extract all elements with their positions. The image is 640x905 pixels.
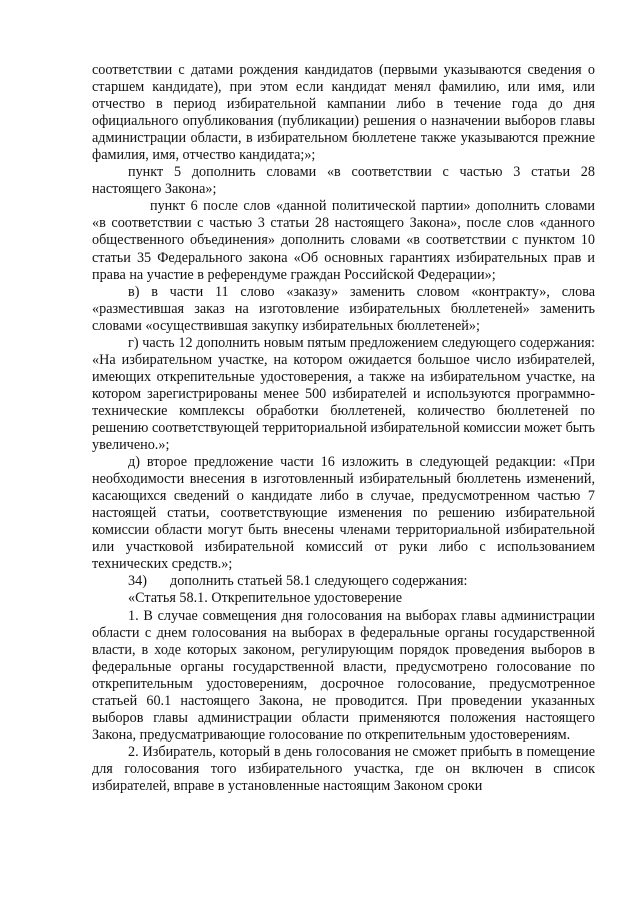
- paragraph-item-6: пункт 6 после слов «данной политической партии» дополнить словами «в соответствии с частью 3 статьи 28 настоящего Закона», после слов «данного общественного объединения» дополнить словами «в соответствии с пунктом 10 статьи 35 Федерального закона «Об основных гарантиях избирательных прав и права на участие в референдуме граждан Российской Федерации»;: [92, 198, 595, 283]
- paragraph-part-16: д) второе предложение части 16 изложить в следующей редакции: «При необходимости внесения в изготовленный избирательный бюллетень изменений, касающихся сведений о кандидате либо в случае, предусмотренном частью 7 настоящей статьи, соответствующие изменения по решению избирательной комиссии области могут быть внесены членами территориальной избирательной или участковой избирательной комиссий от руки либо с использованием технических средств.»;: [92, 454, 595, 573]
- article-paragraph-2: 2. Избиратель, который в день голосования не сможет прибыть в помещение для голосования того избирательного участка, где он включен в список избирателей, вправе в установленные настоящим Законом сроки: [92, 743, 595, 794]
- paragraph-continuation: соответствии с датами рождения кандидатов (первыми указываются сведения о старшем кандидате), при этом если кандидат менял фамилию, или имя, или отчество в период избирательной кампании либо в течение года до дня официального опубликования (публикации) решения о назначении выборов главы администрации области, в избирательном бюллетене также указываются прежние фамилия, имя, отчество кандидата;»;: [92, 62, 595, 164]
- article-paragraph-1: 1. В случае совмещения дня голосования на выборах главы администрации области с днем голосования на выборах в федеральные органы государственной власти, в ходе которых законом, регулирующим порядок проведения выборов в федеральные органы государственной власти, предусмотрено голосование по открепительным удостоверениям, досрочное голосование, предусмотренное статьей 60.1 настоящего Закона, не проводится. При проведении указанных выборов главы администрации области применяются положения настоящего Закона, предусматривающие голосование по открепительным удостоверениям.: [92, 607, 595, 743]
- article-title: «Статья 58.1. Открепительное удостоверение: [128, 590, 403, 607]
- item-number: 34): [128, 573, 147, 590]
- paragraph-part-12: г) часть 12 дополнить новым пятым предложением следующего содержания: «На избирательном участке, на котором ожидается большое число избирателей, имеющих открепительные удостоверения, а также на избирательном участке, на котором зарегистрированы менее 500 избирателей и используются программно-технические комплексы обработки бюллетеней, количество бюллетеней по решению соответствующей территориальной избирательной комиссии может быть увеличено.»;: [92, 334, 595, 454]
- numbered-item-34: [92, 573, 595, 590]
- document-page: [92, 62, 595, 795]
- paragraph-item-5: пункт 5 дополнить словами «в соответствии с частью 3 статьи 28 настоящего Закона»;: [92, 164, 595, 198]
- paragraph-part-11: в) в части 11 слово «заказу» заменить словом «контракту», слова «разместившая заказ на изготовление избирательных бюллетеней» заменить словами «осуществившая закупку избирательных бюллетеней»;: [92, 283, 595, 334]
- item-text: дополнить статьей 58.1 следующего содержания:: [170, 573, 468, 590]
